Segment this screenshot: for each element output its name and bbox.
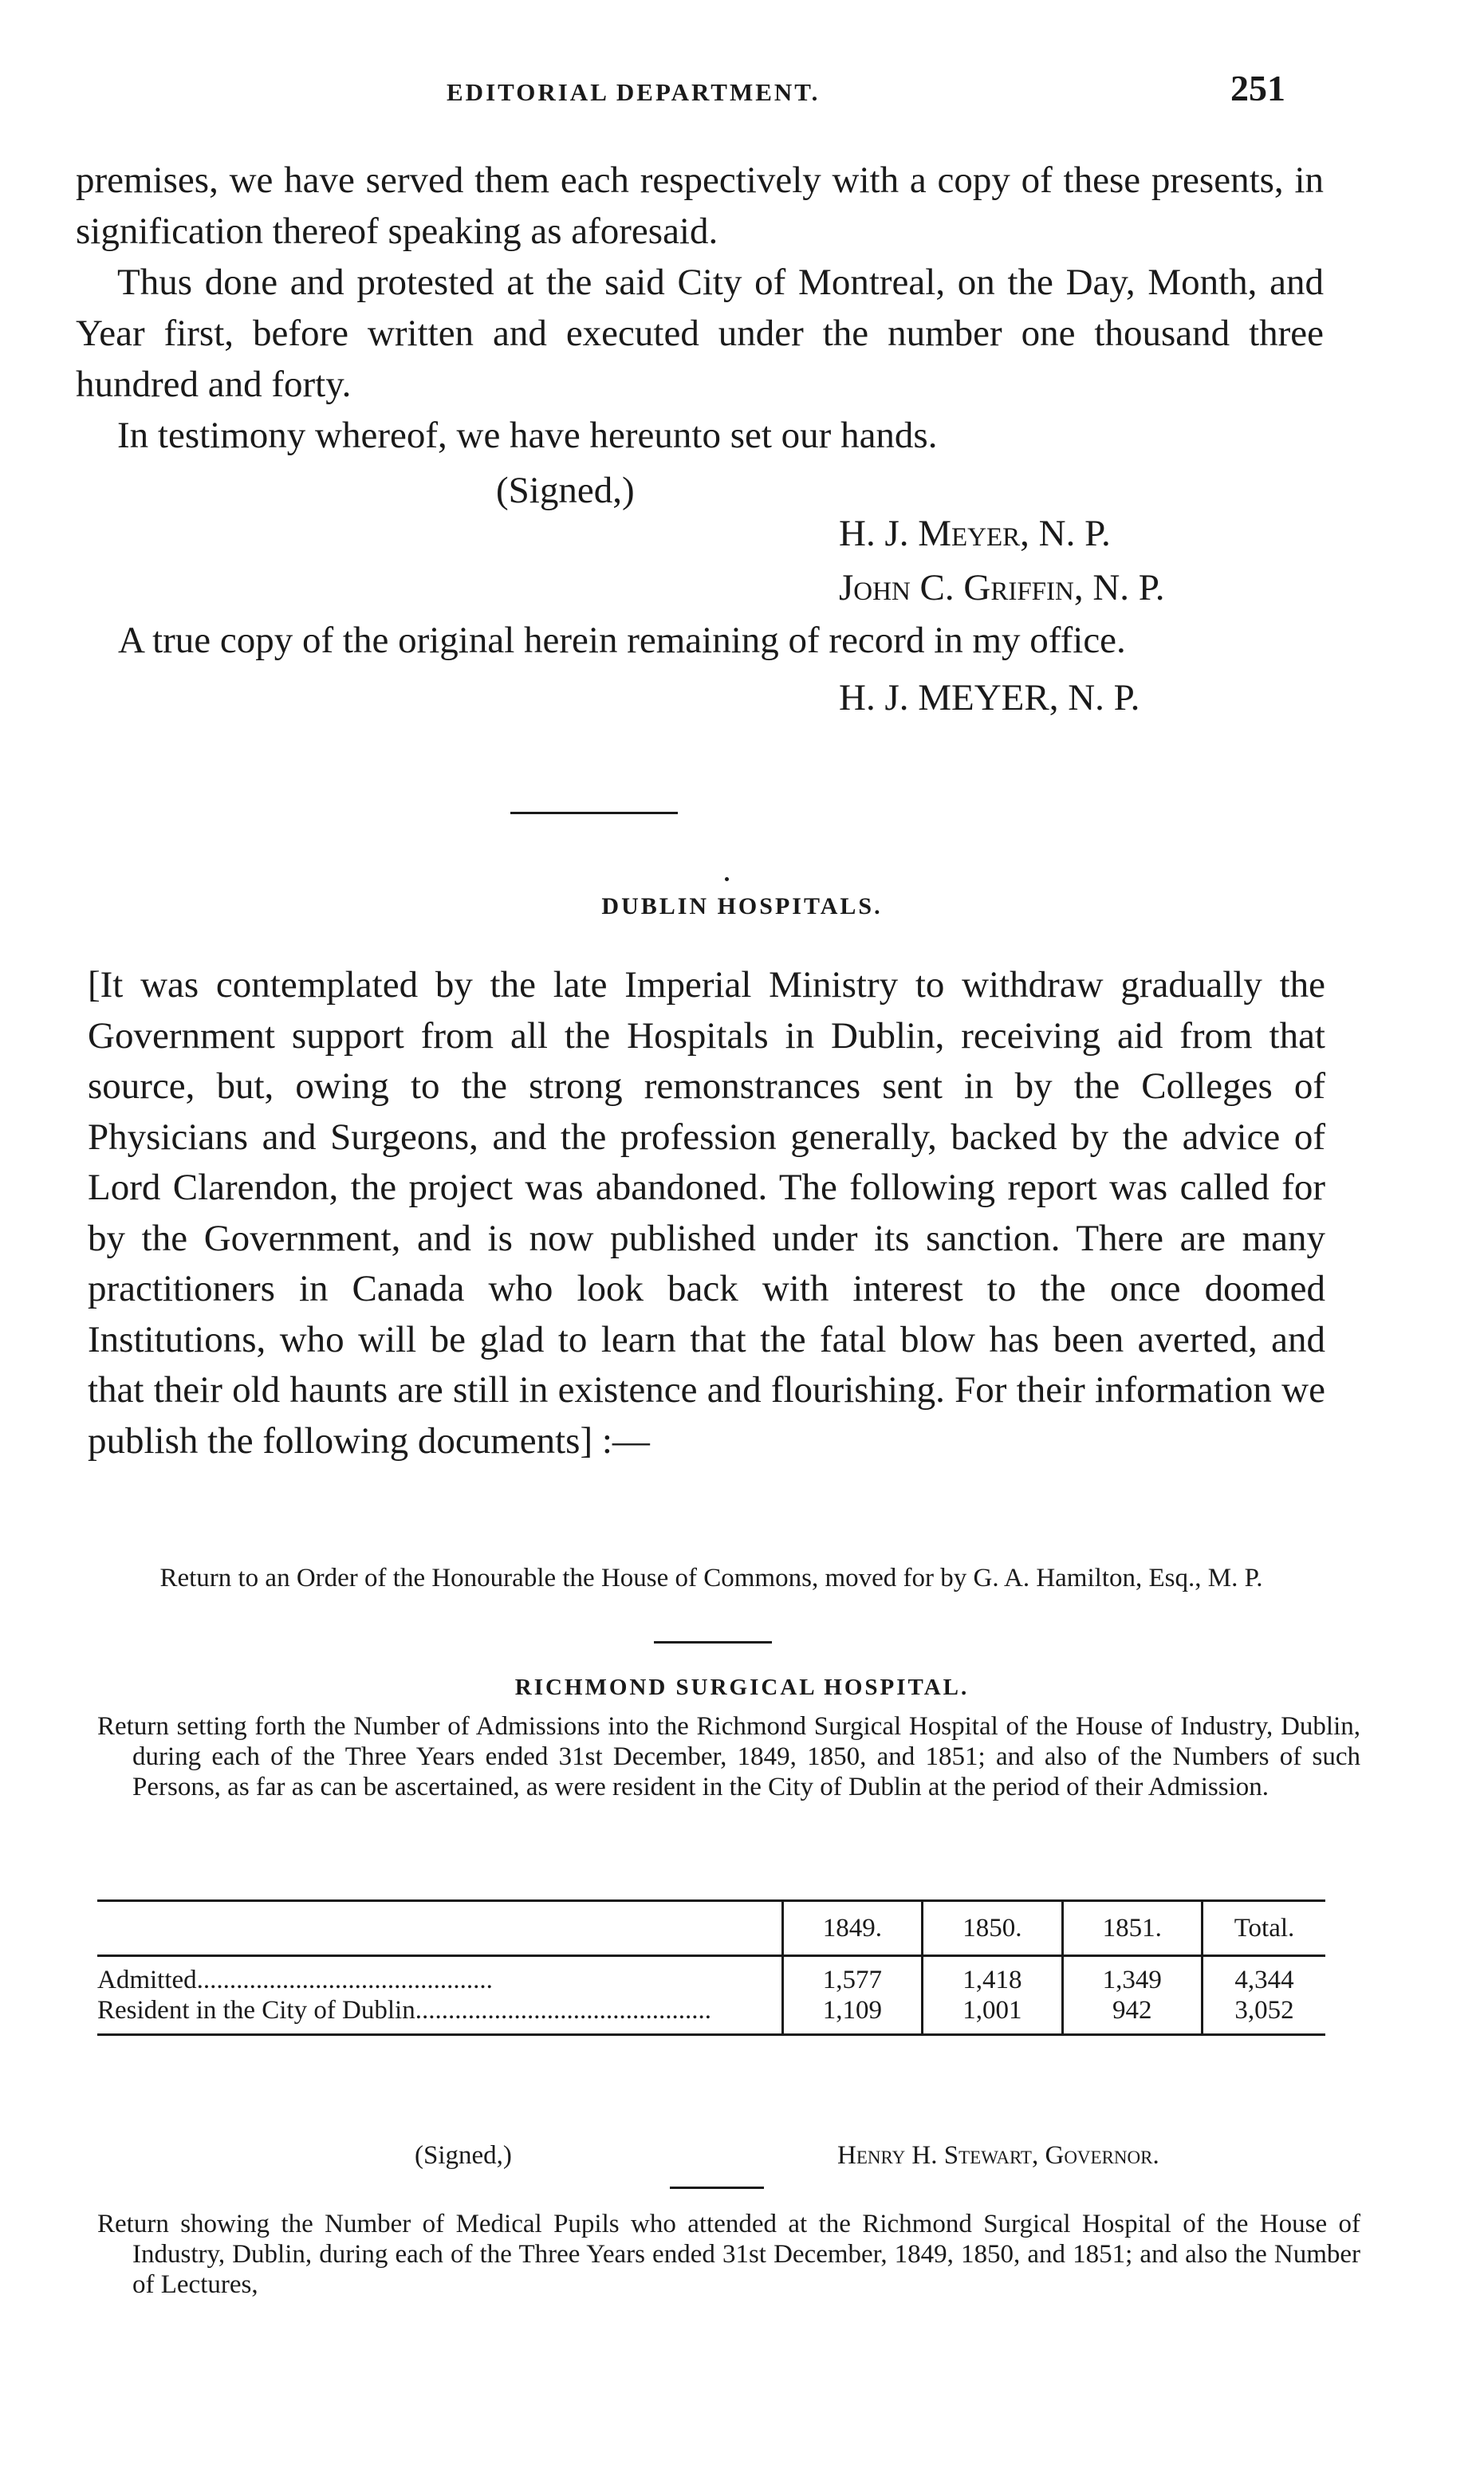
page-header	[0, 62, 1484, 118]
signatory-meyer: H. J. Meyer, N. P.	[839, 513, 1111, 554]
admissions-table	[97, 1899, 1325, 2036]
dublin-intro-paragraph: [It was contemplated by the late Imperial Ministry to withdraw gradually the Government support from all the Hospitals in Dublin, receiving aid from that source, but, owing to the strong remonstrances sent in by the Colleges of Physicians and Surgeons, and the profession generally, backed by the advice of Lord Clarendon, the project was abandoned. The following report was called for by the Government, and is now published under its sanction. There are many practitioners in Canada who look back with interest to the once doomed Institutions, who will be glad to learn that the fatal blow has been averted, and that their old haunts are still in existence and flourishing. For their information we publish the following documents] :—	[88, 964, 1325, 1462]
row-label-text: Resident in the City of Dublin	[97, 1995, 415, 2025]
richmond-hospital-title: RICHMOND SURGICAL HOSPITAL.	[514, 1675, 970, 1700]
header-1850: 1850.	[923, 1901, 1062, 1956]
table-cell: 1,577	[782, 1956, 922, 1996]
protest-paragraph-2: Thus done and protested at the said City of Montreal, on the Day, Month, and Year first, before written and executed under the number one thousand three hundred and forty.	[76, 262, 1324, 405]
row-label-text: Admitted	[97, 1965, 197, 1994]
short-divider	[654, 1641, 772, 1644]
governor-signature: Henry H. Stewart, Governor.	[837, 2141, 1159, 2170]
table-header-blank	[97, 1901, 782, 1956]
short-divider-2	[670, 2187, 764, 2189]
protest-paragraph-1: premises, we have served them each respectively with a copy of these presents, in signification thereof speaking as aforesaid.	[76, 159, 1324, 252]
table-header-row	[97, 1901, 1325, 1956]
header-1849: 1849.	[782, 1901, 922, 1956]
table-row	[97, 1995, 1325, 2035]
ink-dot	[725, 877, 729, 881]
table-cell: 1,001	[923, 1995, 1062, 2035]
header-1851: 1851.	[1062, 1901, 1202, 1956]
header-total: Total.	[1202, 1901, 1325, 1956]
signed-label: (Signed,)	[496, 470, 635, 511]
table-signed-label: (Signed,)	[415, 2141, 512, 2170]
row-label: Resident in the City of Dublin.............................................	[97, 1995, 782, 2035]
table-cell: 1,418	[923, 1956, 1062, 1996]
pupils-return-text: Return showing the Number of Medical Pupils who attended at the Richmond Surgical Hospital of the House of Industry, Dublin, during each of the Three Years ended 31st December, 1849, 1850, and 1851; and also the Number of Lectures,	[97, 2210, 1360, 2299]
protest-paragraph-3: In testimony whereof, we have hereunto set our hands.	[117, 415, 938, 456]
table-cell: 942	[1062, 1995, 1202, 2035]
table-cell: 1,349	[1062, 1956, 1202, 1996]
signatory-griffin: John C. Griffin, N. P.	[839, 567, 1165, 608]
table-cell: 3,052	[1202, 1995, 1325, 2035]
true-copy-statement: A true copy of the original herein remaining of record in my office.	[118, 620, 1126, 661]
table-row	[97, 1956, 1325, 1996]
richmond-description: Return setting forth the Number of Admissions into the Richmond Surgical Hospital of the House of Industry, Dublin, during each of the Three Years ended 31st December, 1849, 1850, and 1851; and also of the Numbers of such Persons, as far as can be ascertained, as were resident in the City of Dublin at the period of their Admission.	[97, 1712, 1360, 1801]
table-cell: 4,344	[1202, 1956, 1325, 1996]
dublin-hospitals-title: DUBLIN HOSPITALS.	[601, 893, 883, 919]
signatory-meyer-certified: H. J. MEYER, N. P.	[839, 677, 1140, 718]
table-cell: 1,109	[782, 1995, 922, 2035]
section-divider	[510, 812, 678, 814]
running-head: EDITORIAL DEPARTMENT.	[447, 78, 821, 106]
return-order-text: Return to an Order of the Honourable the House of Commons, moved for by G. A. Hamilton, Esq., M. P.	[159, 1564, 1263, 1592]
row-label: Admitted.............................................	[97, 1965, 493, 1994]
page-number: 251	[1230, 68, 1285, 108]
